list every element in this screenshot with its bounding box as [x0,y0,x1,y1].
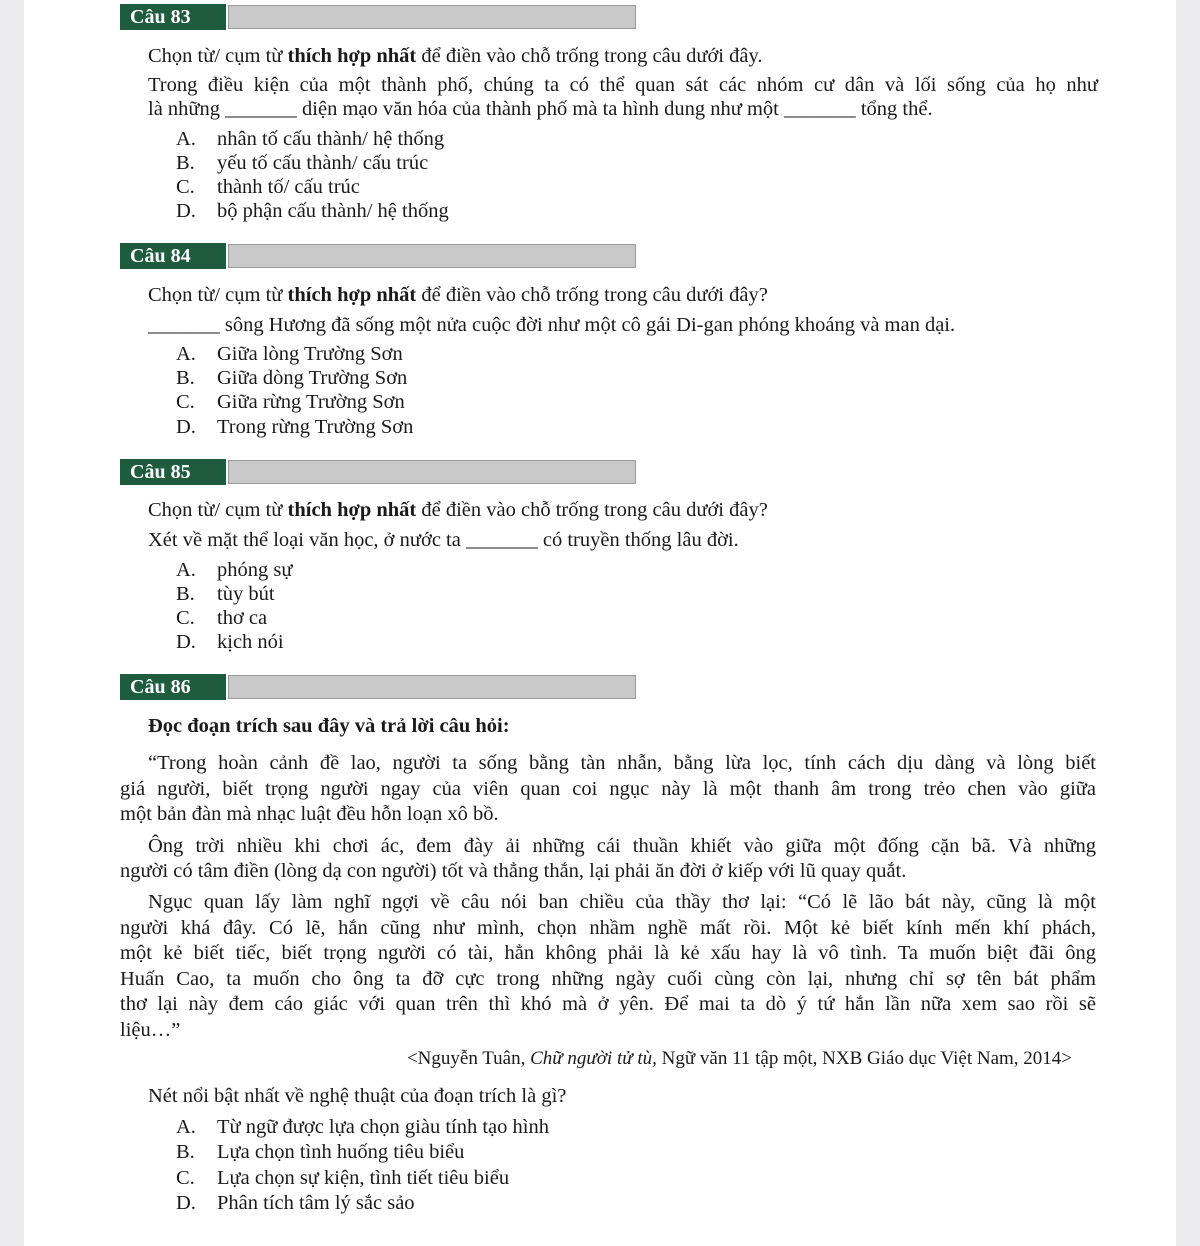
answer-option-b[interactable]: B. tùy bút [176,583,275,605]
passage-citation: <Nguyễn Tuân, Chữ người tử tù, Ngữ văn 11 tập một, NXB Giáo dục Việt Nam, 2014> [406,1048,1072,1069]
passage-line: thơ lại này đem cáo giác với quan trên thì khó mà ở yên. Để mai ta dò ý tứ hắn lần nữa xem sao rồi sẽ [120,993,1096,1015]
question-header-bar [228,675,636,699]
passage-line: một bản đàn mà nhạc luật đều hỗn loạn xô bồ. [120,803,499,825]
question-label: Câu 83 [120,4,226,30]
answer-option-d[interactable]: D. kịch nói [176,631,284,653]
passage-line: Huấn Cao, ta muốn cho ông ta đỡ cực trong những ngày cuối cùng còn lại, nhưng chỉ sợ tên bát phẩm [120,968,1096,990]
answer-option-d[interactable]: D. bộ phận cấu thành/ hệ thống [176,200,449,222]
question-prompt: Chọn từ/ cụm từ thích hợp nhất để điền vào chỗ trống trong câu dưới đây? [148,499,768,521]
question-text: Nét nổi bật nhất về nghệ thuật của đoạn trích là gì? [148,1085,567,1107]
reading-instruction: Đọc đoạn trích sau đây và trả lời câu hỏi: [148,715,510,737]
question-label: Câu 86 [120,674,226,700]
passage-line: một kẻ biết tiếc, biết trọng người có tài, hẳn không phải là kẻ xấu hay là vô tình. Ta muốn biệt đãi ông [120,942,1096,964]
answer-option-a[interactable]: A. nhân tố cấu thành/ hệ thống [176,128,445,150]
question-label: Câu 85 [120,459,226,485]
answer-option-a[interactable]: A. Từ ngữ được lựa chọn giàu tính tạo hình [176,1116,549,1138]
question-stem-line: Xét về mặt thể loại văn học, ở nước ta _______ có truyền thống lâu đời. [148,529,739,551]
answer-option-b[interactable]: B. yếu tố cấu thành/ cấu trúc [176,152,429,174]
answer-option-b[interactable]: B. Lựa chọn tình huống tiêu biểu [176,1141,465,1163]
answer-option-c[interactable]: C. Giữa rừng Trường Sơn [176,391,405,413]
passage-line: người có tâm điền (lòng dạ con người) tốt và thẳng thắn, lại phải ăn đời ở kiếp với lũ quay quắt. [120,860,907,882]
question-header-bar [228,5,636,29]
question-header-bar [228,244,636,268]
question-header-bar [228,460,636,484]
question-stem-line: _______ sông Hương đã sống một nửa cuộc đời như một cô gái Di-gan phóng khoáng và man dại. [148,314,956,336]
passage-line: người khá đây. Có lẽ, hắn cũng như mình, chọn nhầm nghề mất rồi. Một kẻ biết kính mến khí phách, [120,917,1096,939]
document-page [24,0,1176,1246]
answer-option-d[interactable]: D. Trong rừng Trường Sơn [176,416,414,438]
passage-line: Ông trời nhiều khi chơi ác, đem đày ải những cái thuần khiết vào giữa một đống cặn bã. Và những [148,835,1096,857]
passage-line: Ngục quan lấy làm nghĩ ngợi về câu nói ban chiều của thầy thơ lại: “Có lẽ lão bát này, cũng là một [148,891,1096,913]
passage-line: “Trong hoàn cảnh đề lao, người ta sống bằng tàn nhẫn, bằng lừa lọc, tính cách dịu dàng và lòng biết [148,752,1096,774]
answer-option-c[interactable]: C. thành tố/ cấu trúc [176,176,360,198]
answer-option-d[interactable]: D. Phân tích tâm lý sắc sảo [176,1192,415,1214]
answer-option-c[interactable]: C. Lựa chọn sự kiện, tình tiết tiêu biểu [176,1167,510,1189]
question-header-83 [120,4,636,30]
question-prompt: Chọn từ/ cụm từ thích hợp nhất để điền vào chỗ trống trong câu dưới đây. [148,45,763,67]
passage-line: giá người, biết trọng người ngay của viên quan coi ngục này là một thanh âm trong trẻo chen vào giữa [120,778,1096,800]
answer-option-a[interactable]: A. Giữa lòng Trường Sơn [176,343,403,365]
question-header-86 [120,674,636,700]
question-stem-line: là những _______ diện mạo văn hóa của thành phố mà ta hình dung như một _______ tổng thể. [148,98,933,120]
passage-line: liệu…” [120,1019,181,1041]
answer-option-b[interactable]: B. Giữa dòng Trường Sơn [176,367,408,389]
question-header-84 [120,243,636,269]
question-stem-line: Trong điều kiện của một thành phố, chúng ta có thể quan sát các nhóm cư dân và lối sống của họ như [148,74,1098,96]
question-label: Câu 84 [120,243,226,269]
question-prompt: Chọn từ/ cụm từ thích hợp nhất để điền vào chỗ trống trong câu dưới đây? [148,284,768,306]
answer-option-a[interactable]: A. phóng sự [176,559,293,581]
question-header-85 [120,459,636,485]
answer-option-c[interactable]: C. thơ ca [176,607,268,629]
